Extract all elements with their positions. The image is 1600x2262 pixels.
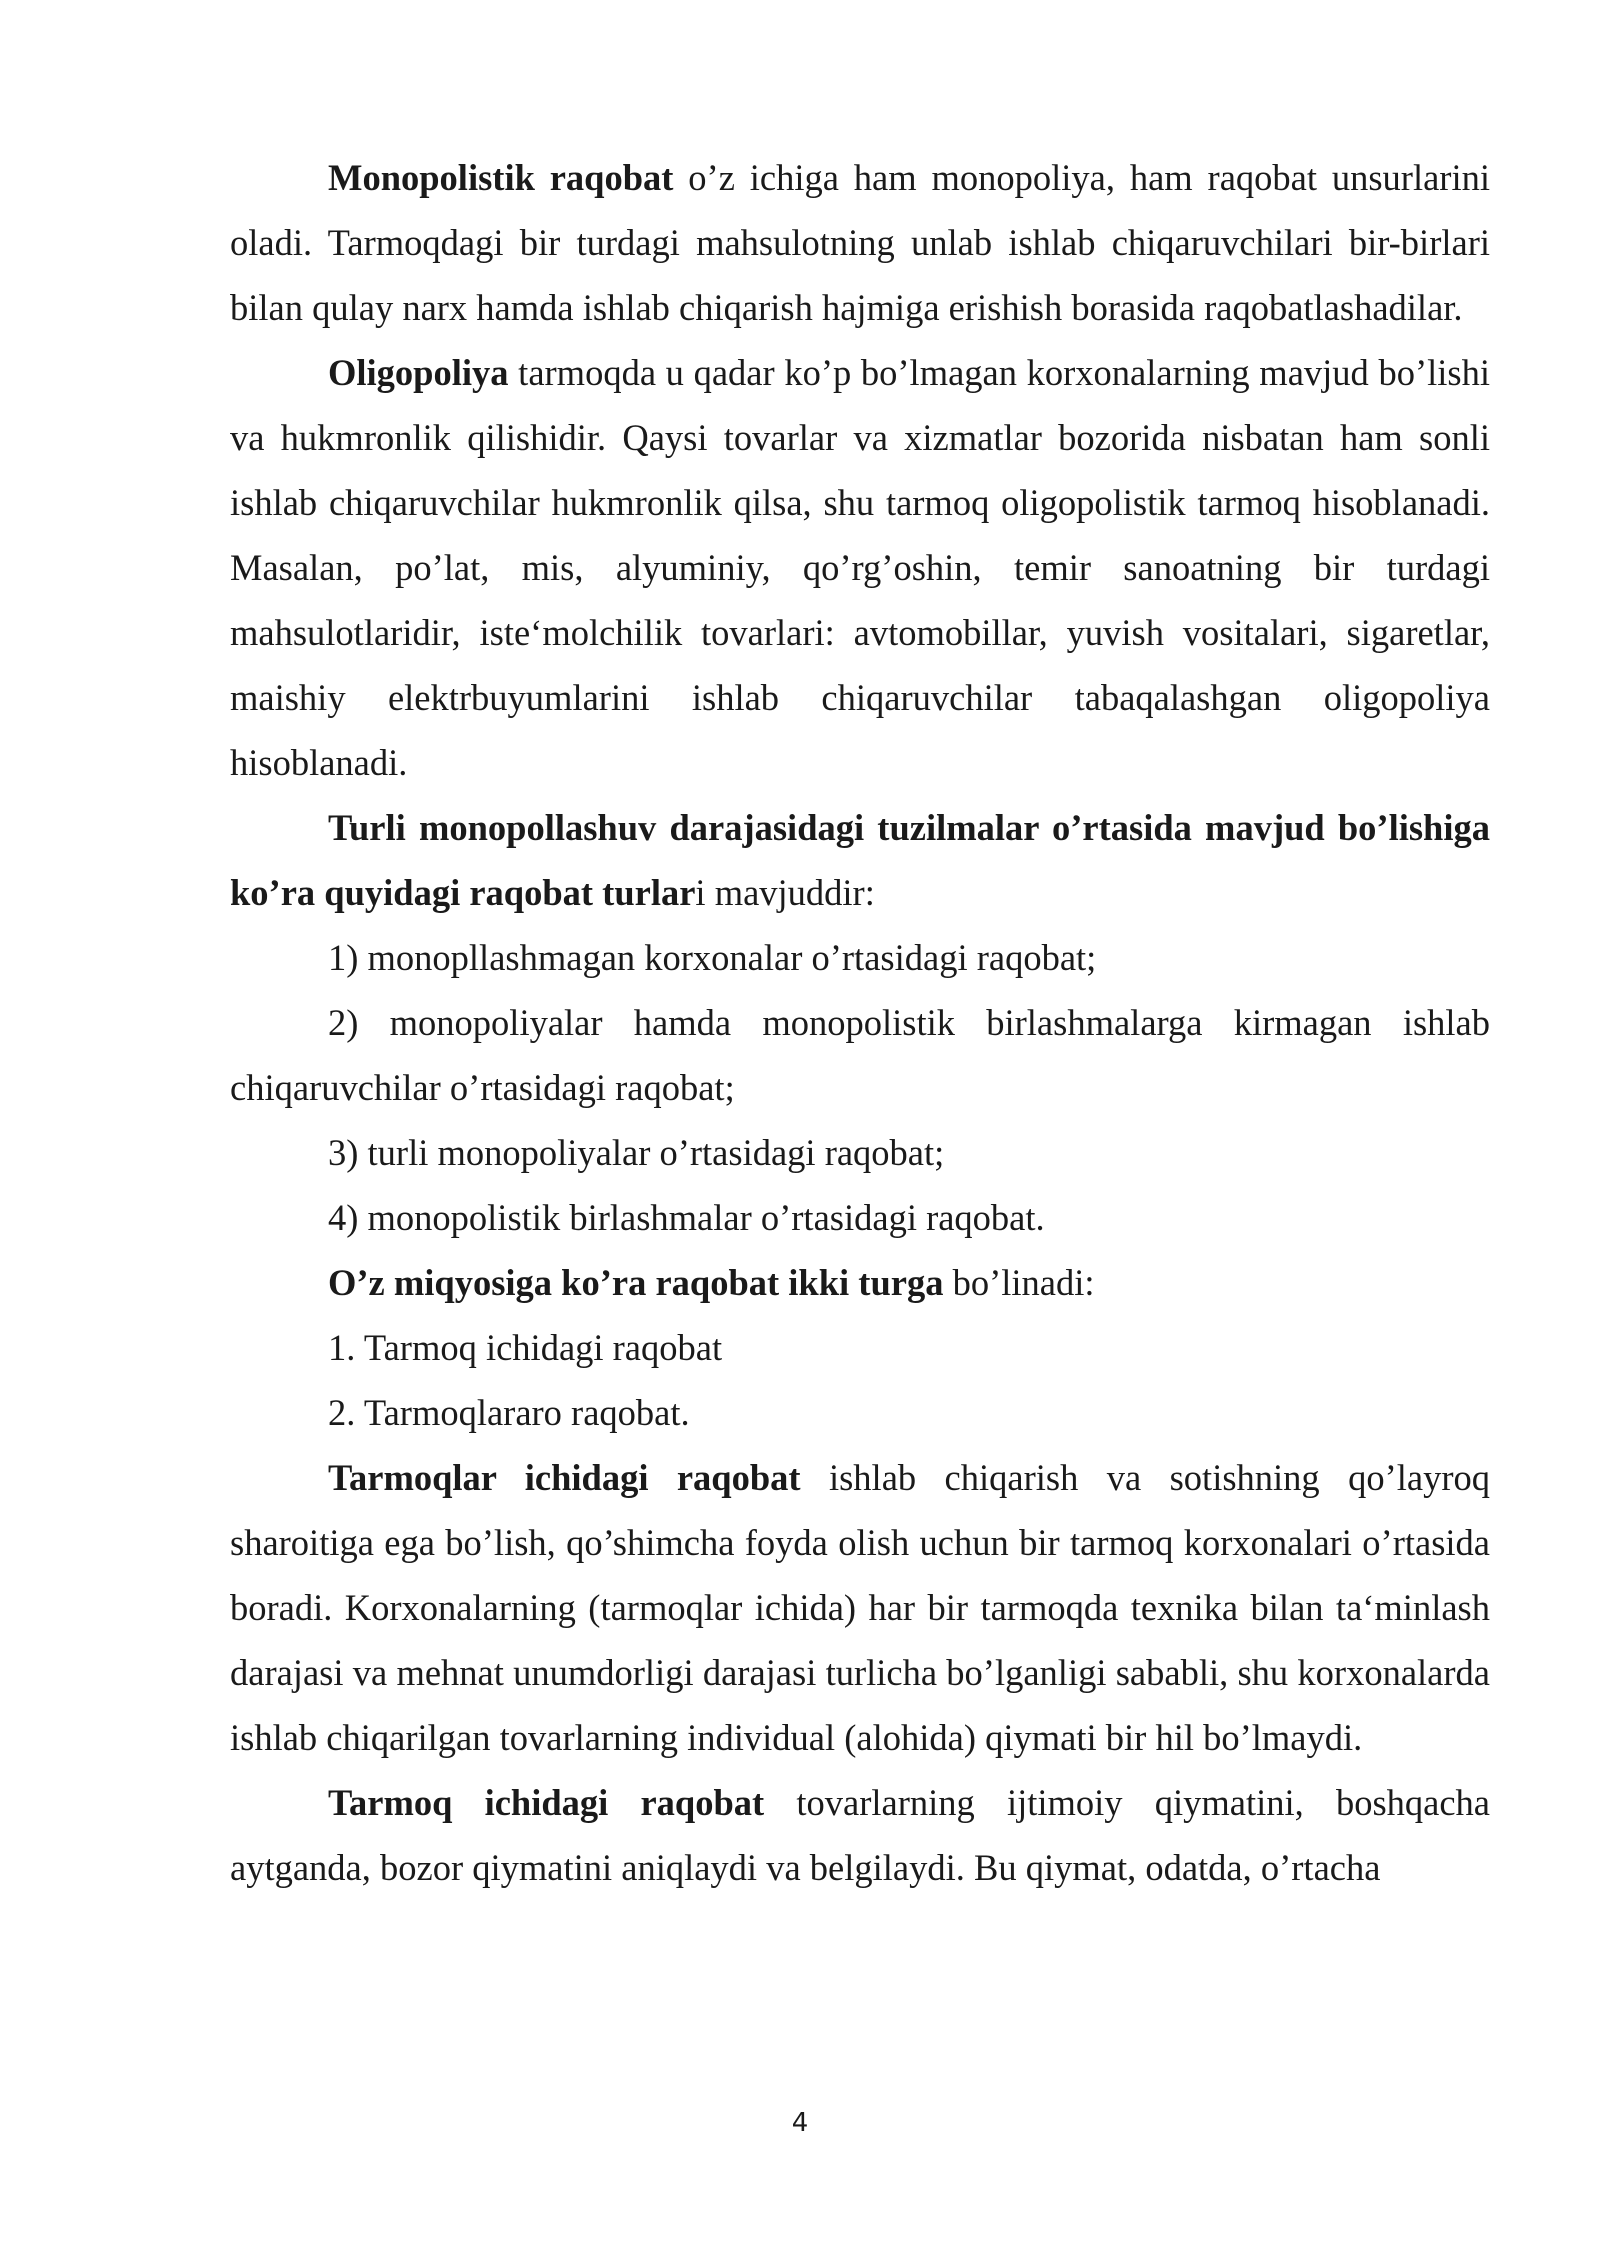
paragraph-text: tovarlarning ijtimoiy qiymatini, boshqacha aytganda, bozor qiymatini aniqlaydi va belgilaydi. Bu qiymat, odatda, o’rtacha — [230, 1782, 1490, 1888]
list-item: 2. Tarmoqlararo raqobat. — [328, 1392, 690, 1433]
list-item: 1) monopllashmagan korxonalar o’rtasidagi raqobat; — [328, 937, 1097, 978]
list-item: 3) turli monopoliyalar o’rtasidagi raqobat; — [328, 1132, 945, 1173]
paragraph-text: ishlab chiqarish va sotishning qo’layroq sharoitiga ega bo’lish, qo’shimcha foyda olish uchun bir tarmoq korxonalari o’rtasida boradi. Korxonalarning (tarmoqlar ichida) har bir tarmoqda texnika bilan ta‘minlash darajasi va mehnat unumdorligi darajasi turlicha bo’lganligi sababli, shu korxonalarda ishlab chiqarilgan tovarlarning individual (alohida) qiymati bir hil bo’lmaydi. — [230, 1457, 1490, 1758]
list-item: 2) monopoliyalar hamda monopolistik birlashmalarga kirmagan ishlab chiqaruvchilar o’rtasidagi raqobat; — [230, 1002, 1490, 1108]
paragraph-market-value — [230, 1770, 1490, 1900]
document-body — [230, 145, 1490, 1900]
list-item: 4) monopolistik birlashmalar o’rtasidagi raqobat. — [328, 1197, 1045, 1238]
paragraph-competition-types — [230, 795, 1490, 925]
term-miqyos: O’z miqyosiga ko’ra raqobat ikki turga — [328, 1262, 944, 1303]
paragraph-monopolistic-competition — [230, 145, 1490, 340]
list-item: 1. Tarmoq ichidagi raqobat — [328, 1327, 723, 1368]
page-number: 4 — [791, 2108, 809, 2138]
paragraph-intra-industry-competition — [230, 1445, 1490, 1770]
paragraph-text: tarmoqda u qadar ko’p bo’lmagan korxonalarning mavjud bo’lishi va hukmronlik qilishidir. Qaysi tovarlar va xizmatlar bozorida nisbatan ham sonli ishlab chiqaruvchilar hukmronlik qilsa, shu tarmoq oligopolistik tarmoq hisoblanadi. Masalan, po’lat, mis, alyuminiy, qo’rg’oshin, temir sanoatning bir turdagi mahsulotlaridir, iste‘molchilik tovarlari: avtomobillar, yuvish vositalari, sigaretlar, maishiy elektrbuyumlarini ishlab chiqaruvchilar tabaqalashgan oligopoliya hisoblanadi. — [230, 352, 1490, 783]
paragraph-scale-types — [230, 1250, 1490, 1315]
paragraph-oligopoly — [230, 340, 1490, 795]
term-tarmoqlar-ichidagi-raqobat: Tarmoqlar ichidagi raqobat — [328, 1457, 801, 1498]
term-monopolistik-raqobat: Monopolistik raqobat — [328, 157, 674, 198]
term-tarmoq-ichidagi-raqobat: Tarmoq ichidagi raqobat — [328, 1782, 765, 1823]
paragraph-text: i mavjuddir: — [695, 872, 875, 913]
term-oligopoliya: Oligopoliya — [328, 352, 509, 393]
paragraph-text: o’z ichiga ham monopoliya, ham raqobat unsurlarini oladi. Tarmoqdagi bir turdagi mahsulotning unlab ishlab chiqaruvchilari bir-birlari bilan qulay narx hamda ishlab chiqarish hajmiga erishish borasida raqobatlashadilar. — [230, 157, 1490, 328]
term-raqobat-turlari: Turli monopollashuv darajasidagi tuzilmalar o’rtasida mavjud bo’lishiga ko’ra quyidagi raqobat turlar — [230, 807, 1490, 913]
paragraph-text: bo’linadi: — [943, 1262, 1095, 1303]
